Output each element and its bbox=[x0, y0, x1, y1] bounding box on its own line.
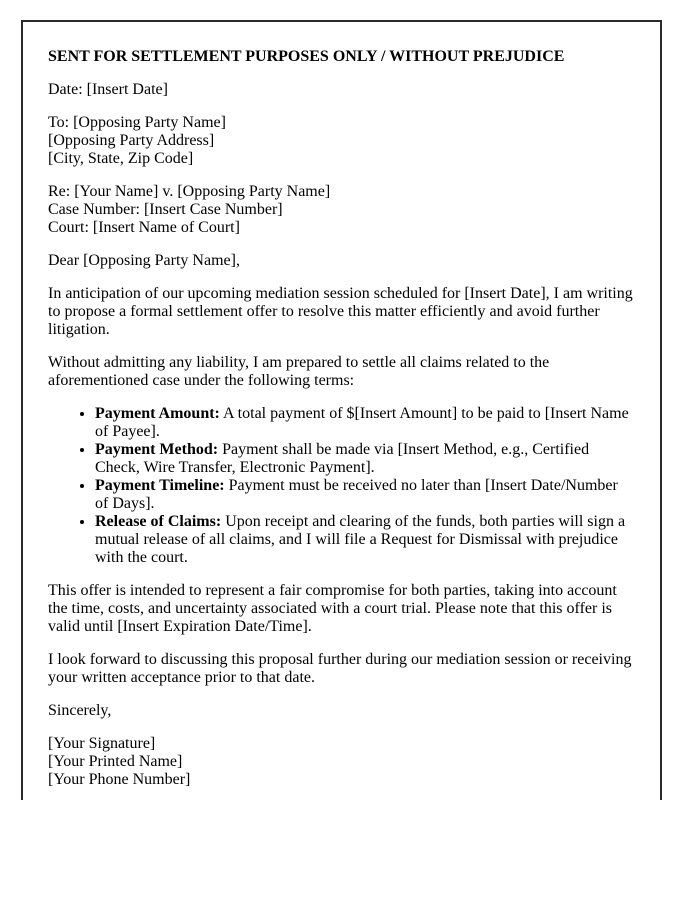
closing-paragraph: I look forward to discussing this proposal further during our mediation session or receiving your written acceptance prior to that date. bbox=[48, 651, 632, 686]
case-number-line: Case Number: [Insert Case Number] bbox=[48, 201, 283, 218]
case-reference-block bbox=[48, 183, 635, 237]
term-label: Release of Claims: bbox=[95, 513, 222, 530]
court-line: Court: [Insert Name of Court] bbox=[48, 219, 240, 236]
term-text: Payment must be received no later than [Insert Date/Number of Days]. bbox=[95, 477, 618, 512]
salutation: Dear [Opposing Party Name], bbox=[48, 252, 240, 269]
settlement-terms-list bbox=[48, 405, 635, 567]
confidentiality-header: SENT FOR SETTLEMENT PURPOSES ONLY / WITHOUT PREJUDICE bbox=[48, 48, 565, 65]
term-text: Payment shall be made via [Insert Method, e.g., Certified Check, Wire Transfer, Electronic Payment]. bbox=[95, 441, 590, 476]
re-line: Re: [Your Name] v. [Opposing Party Name] bbox=[48, 183, 331, 200]
sign-off: Sincerely, bbox=[48, 702, 112, 719]
intro-paragraph: In anticipation of our upcoming mediation session scheduled for [Insert Date], I am writing to propose a formal settlement offer to resolve this matter efficiently and avoid further litigation. bbox=[48, 285, 633, 338]
recipient-block bbox=[48, 114, 635, 168]
term-text: Upon receipt and clearing of the funds, both parties will sign a mutual release of all claims, and I will file a Request for Dismissal with prejudice with the court. bbox=[95, 513, 626, 566]
term-text: A total payment of $[Insert Amount] to be paid to [Insert Name of Payee]. bbox=[95, 405, 629, 440]
recipient-address-line: [Opposing Party Address] bbox=[48, 132, 215, 149]
letter-document bbox=[21, 20, 662, 800]
fairness-paragraph: This offer is intended to represent a fair compromise for both parties, taking into account the time, costs, and uncertainty associated with a court trial. Please note that this offer is valid until [Insert Expiration Date/Time]. bbox=[48, 582, 617, 635]
signature-block bbox=[48, 735, 635, 789]
term-label: Payment Amount: bbox=[95, 405, 220, 422]
phone-number-line: [Your Phone Number] bbox=[48, 771, 191, 788]
term-label: Payment Method: bbox=[95, 441, 219, 458]
terms-intro-paragraph: Without admitting any liability, I am prepared to settle all claims related to the aforementioned case under the following terms: bbox=[48, 354, 550, 389]
recipient-name-line: To: [Opposing Party Name] bbox=[48, 114, 226, 131]
term-label: Payment Timeline: bbox=[95, 477, 225, 494]
term-payment-timeline bbox=[95, 477, 635, 513]
date-line: Date: [Insert Date] bbox=[48, 81, 168, 98]
signature-line: [Your Signature] bbox=[48, 735, 156, 752]
printed-name-line: [Your Printed Name] bbox=[48, 753, 183, 770]
term-payment-amount bbox=[95, 405, 635, 441]
recipient-city-line: [City, State, Zip Code] bbox=[48, 150, 194, 167]
term-payment-method bbox=[95, 441, 635, 477]
term-release-of-claims bbox=[95, 513, 635, 567]
